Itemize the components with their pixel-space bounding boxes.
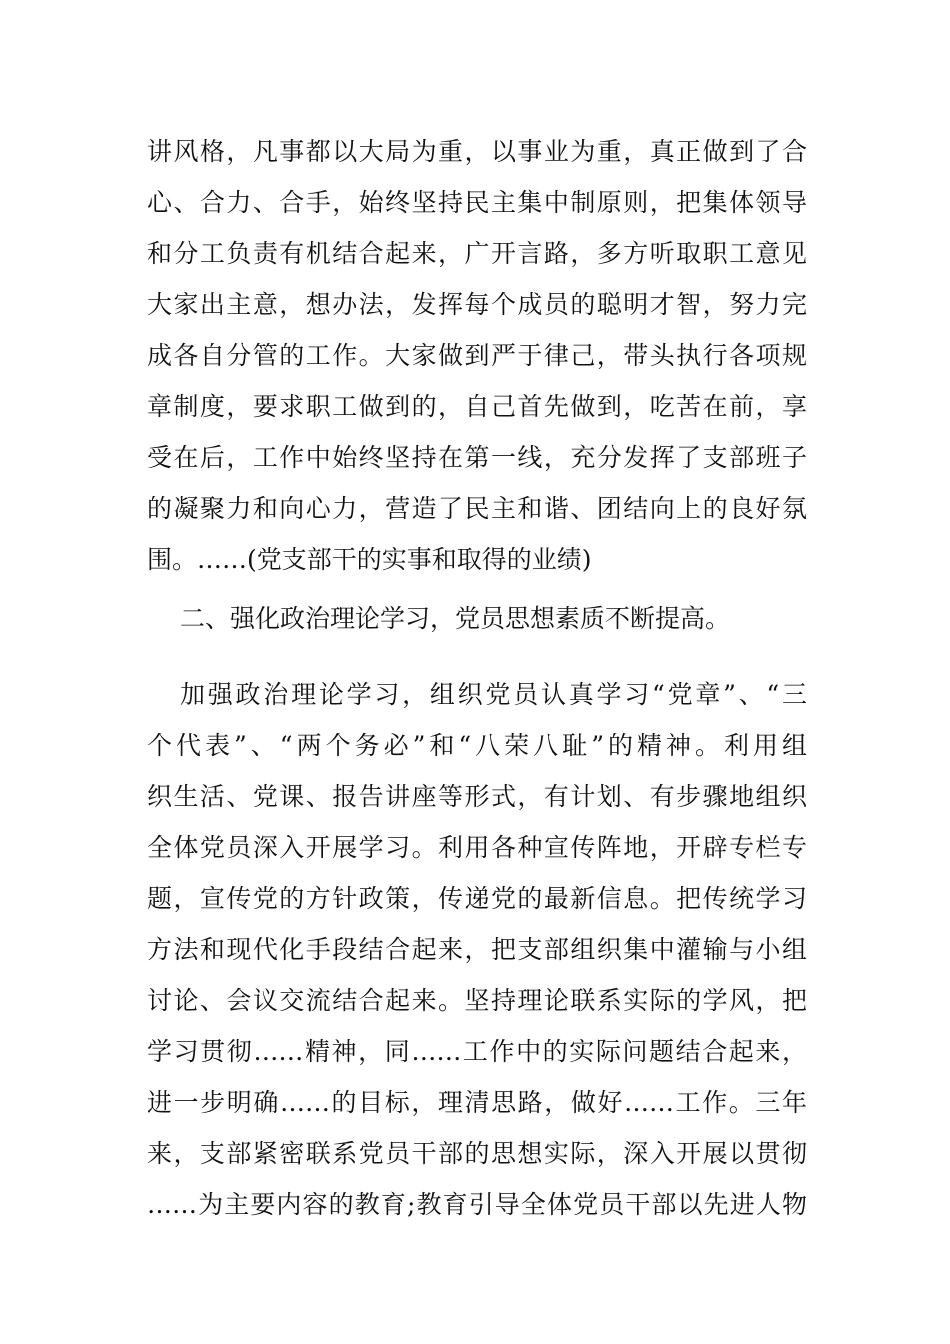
paragraph-2-first-line: 加强政治理论学习，组织党员认真学习“党章”、“三 [180,680,807,709]
paragraph-2-line: ……为主要内容的教育;教育引导全体党员干部以先进人物 [147,1190,807,1219]
paragraph-1-line: 受在后，工作中始终坚持在第一线，充分发挥了支部班子 [147,443,807,472]
section-heading-text: 二、强化政治理论学习，党员思想素质不断提高。 [180,604,731,633]
paragraph-2-line: 学习贯彻……精神，同……工作中的实际问题结合起来， [147,1037,807,1066]
paragraph-2-line: 方法和现代化手段结合起来，把支部组织集中灌输与小组 [147,935,807,964]
paragraph-1-line: 心、合力、合手，始终坚持民主集中制原则，把集体领导 [147,188,807,217]
section-heading-2 [147,593,807,644]
paragraph-1-line: 和分工负责有机结合起来，广开言路，多方听取职工意见 [147,239,807,268]
paragraph-1-last-line: 围。……(党支部干的实事和取得的业绩) [147,545,592,574]
paragraph-1-line: 大家出主意，想办法，发挥每个成员的聪明才智，努力完 [147,290,807,319]
paragraph-2-line: 讨论、会议交流结合起来。坚持理论联系实际的学风，把 [147,986,807,1015]
paragraph-2-line: 个代表”、“两个务必”和“八荣八耻”的精神。利用组 [147,731,807,760]
paragraph-1-line: 讲风格，凡事都以大局为重，以事业为重，真正做到了合 [147,137,807,166]
paragraph-2-line: 进一步明确……的目标，理清思路，做好……工作。三年 [147,1088,807,1117]
paragraph-1-line: 章制度，要求职工做到的，自己首先做到，吃苦在前，享 [147,392,807,421]
paragraph-1-line: 的凝聚力和向心力，营造了民主和谐、团结向上的良好氛 [147,494,807,523]
paragraph-1 [147,126,807,585]
paragraph-2-line: 全体党员深入开展学习。利用各种宣传阵地，开辟专栏专 [147,833,807,862]
paragraph-2-line: 题，宣传党的方针政策，传递党的最新信息。把传统学习 [147,884,807,913]
paragraph-2-line: 来，支部紧密联系党员干部的思想实际，深入开展以贯彻 [147,1139,807,1168]
paragraph-2-line: 织生活、党课、报告讲座等形式，有计划、有步骤地组织 [147,782,807,811]
paragraph-1-line: 成各自分管的工作。大家做到严于律己，带头执行各项规 [147,341,807,370]
paragraph-2 [147,669,807,1230]
